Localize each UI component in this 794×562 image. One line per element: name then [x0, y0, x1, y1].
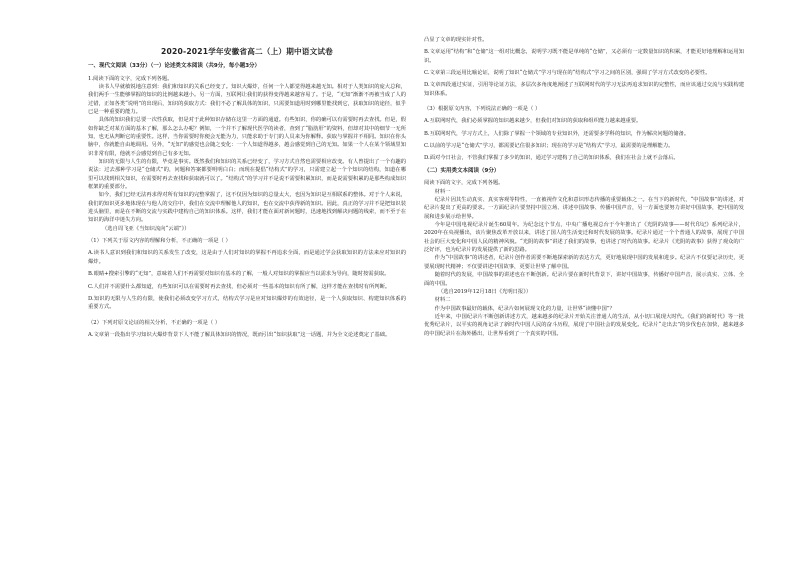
material-paragraph: 作为“中国故事”的讲述者，纪录片创作者需要不断地探索新的表达方式，更好地展现中国的发展和进步。纪录片不仅要记录历史，更要展现时代精神；不仅要讲述中国故事，更要让世界了解中国。 [424, 255, 744, 270]
material-paragraph: 作为中国故事最好的载体，纪录片如何展现文化的力量，让世界“读懂中国”？ [434, 305, 615, 312]
question-option: D.文章四段通过实证，引用等论证方法，多层次多角度地阐述了互联网时代的学习无法再追求知识的完整性，而应该通过交流与实践构建知识体系。 [424, 82, 744, 97]
passage-paragraph: 具体的知识我们总要一次性获取，但是对于此种知识存储在这里一方面的通道。有些知识，你的确可以有需要时再去查找。但是，假如你缺乏对某方面的基本了解，那么怎么办呢？例如，一个并不了解现代医学的读者，查到了“脂肪肝”的资料，但却对其中的细节一无所知，也无从判断它的重要性。这样，当你需要时你便会无能为力，只能求助于专门的人员来为你解释。获取与掌握并不相同。知识在你头脑中，你就能自由地调用。另外，“无知”的感觉也会随之变化：一个人知道得越多，越会感觉到自己的无知。如果一个人在某个领域里知识非常有限，他就不会感觉到自己有多无知。 [88, 117, 406, 157]
reading-prompt: 1.阅读下面的文字，完成下列各题。 [88, 75, 173, 82]
question-stem: （1）下列关于原文内容的理解和分析，不正确的一项是（ ） [88, 238, 231, 245]
material-source: （选自2019年12月18日《光明日报》） [438, 288, 532, 295]
material-paragraph: 近年来，中国纪录片不断创新讲述方式，越来越多的纪录片开始关注普通人的生活，从小切口展现大时代。《我们的新时代》等一批优秀纪录片，以平实的视角记录了新时代中国人民的奋斗历程，展现了中国社会的发展变化。纪录片“走出去”的步伐也在加快，越来越多的中国纪录片在海外播出，让世界看到了一个真实的中国。 [424, 313, 744, 337]
question-option: B.眼睛+搜索引擎的“无知”，意味着人们不再需要对知识有基本的了解，一般人对知识的掌握应当以需求为导向，随时按需获取。 [88, 271, 390, 278]
question-option: C.人们并不需要什么都知道，有些知识可以在需要时再去查找，但必须对一些基本的知识有所了解，这样才能在查找时有所判断。 [88, 283, 391, 290]
question-option: A.读书人意识到我们和知识的关系发生了改变，这是由于人们对知识的掌握不再追求全面，而是通过学会获取知识的方法来应对知识的爆炸。 [88, 250, 406, 265]
question-option: A.文章第一段指出学习知识大爆炸背景下人不能了解具体知识的情况，既而引出“知识获取”这一话题，并为全文论述奠定了基础。 [88, 331, 391, 338]
passage-paragraph: 知识的无限与人生的有限，毕竟是事实。既然我们和知识的关系已经变了，学习方式自然也需要相应改变。有人曾提出了一个有趣的说法：过去那种学习是“仓储式”的，问题和答案都要明明白白；而现在提倡“结构式”的学习，只需建立起一个个知识的结构，知道在哪里可以找到相关知识，在需要时再去查找和获取就可以了。“结构式”的学习并不是说不需要积累知识，而是说需要积累的是那些构成知识框架的重要部分。 [88, 159, 406, 191]
material-paragraph: 纪录片因其生动真实、真实客观等特性，一直被视作文化和意识形态传播的重要载体之一。在当下的新时代，“中国故事”的讲述，对纪录片提出了更高的要求。一方面纪录片要坚持中国立场、讲述中国故事、传播中国声音，另一方面也要努力讲好中国故事，把中国的发展和进步展示给世界。 [424, 197, 744, 220]
passage-source: （选自周飞亚《当知识流向“云端”》） [102, 225, 190, 232]
question-option: A.互联网时代，我们必须掌握的知识越来越少，但我们对知识的获取和组织能力越来越重要。 [424, 118, 642, 125]
right-column [424, 36, 744, 562]
material-paragraph: 随着时代的发展，中国故事的讲述也在不断创新。纪录片要在新时代背景下，讲好中国故事，传播好中国声音，展示真实、立体、全面的中国。 [424, 272, 744, 287]
question-option-continued: 凸显了文章的现实针对性。 [424, 37, 488, 43]
section-heading-modern-reading: 一、现代文阅读（33分）（一）论述类文本阅读（共9分，每小题3分） [88, 63, 261, 69]
material-paragraph: 今年是中国电视纪录片诞生60周年。为纪念这个节点，中央广播电视总台于今年推出了《光阴的故事——时代印记》系列纪录片，2020年在央视播出，该片聚焦改革开放以来，讲述了国人的生活变迁和时代发展的故事。纪录片通过一个个普通人的故事，展现了中国社会的巨大变化和中国人民的精神风貌。“光阴的故事”讲述了我们的故事，也讲述了时代的故事。纪录片《光阴的故事》获得了观众的广泛好评，也为纪录片的发展提供了新的思路。 [424, 222, 744, 254]
material-label: 材料一 [434, 188, 451, 195]
question-stem: （2）下列对原文论证的相关分析，不正确的一项是（ ） [88, 319, 221, 326]
left-column [88, 36, 406, 562]
question-option: D.知识的无限与人生的有限，使我们必须改变学习方式，结构式学习是应对知识爆炸的有效途径，是一个人获取知识、构建知识体系的重要方式。 [88, 295, 406, 311]
passage-paragraph: 读书人早就敏锐地注意到：我们和知识的关系已经变了。知识大爆炸，任何一个人都觉得越来越无知。相对于人类知识的庞大总和，我们两手一生能够掌握的知识的比例越来越小。另一方面，互联网让我们的获得变得越来越容易了。于是，“无知”渐渐不再被当成了人的过错，正如各类“说明”的出现后，知识的获取方式：我们不必了解具体的知识，只需要知道用时到哪里能找到它，获取知识的途径，似乎已是一种重要的能力。 [88, 83, 406, 115]
question-option: C.文章第三段运用比喻论证，说明了知识“仓储式”学习与现在的“结构式”学习之间的区别，强调了学习方式改变的必要性。 [424, 70, 711, 77]
question-option: B.文章运用“结构”和“仓储”这一组对比概念，说明学习既不能是单纯的“仓储”，又必须有一定数量知识的积累，才能更好地理解和运用知识。 [424, 49, 744, 64]
section-heading-practical-reading: （二）实用类文本阅读（9分） [424, 167, 500, 174]
question-option: C.以前的学习是“仓储式”学习，都需要记住很多知识；现在的学习是“结构式”学习，最需要的是理解能力。 [424, 143, 674, 150]
passage-paragraph: 如今，我们已经无法再求得对所有知识的完整掌握了，这不仅因为知识的总量太大，也因为知识是互相联系的整体。对于个人来说，我们的知识更多地体现在与他人的交往中，我们在交流中理解他人的知识，也在交流中获得新的知识。因此，真正的学习并不是把知识装进头脑里，而是在不断的交流与实践中建构自己的知识体系。这样，我们才能在面对新问题时，迅速地找到解决问题的线索，而不至于在知识的海洋中迷失方向。 [88, 192, 406, 224]
material-label: 材料二 [434, 297, 451, 304]
reading-prompt: 阅读下面的文字，完成下列各题。 [424, 180, 504, 187]
question-option: B.互联网时代，学习方式上，人们除了掌握一个领域的专业知识外，还需要多学科的知识，作为解决问题的储备。 [424, 130, 690, 137]
question-stem: （3）根据原文内容，下列说法正确的一项是（ ） [424, 106, 541, 113]
question-option: D.面对今日社会，不管我们掌握了多少的知识，通过学习建构了自己的知识体系，我们在社会上就不会落后。 [424, 155, 679, 162]
page-title: 2020-2021学年安徽省高二（上）期中语文试卷 [161, 47, 333, 56]
